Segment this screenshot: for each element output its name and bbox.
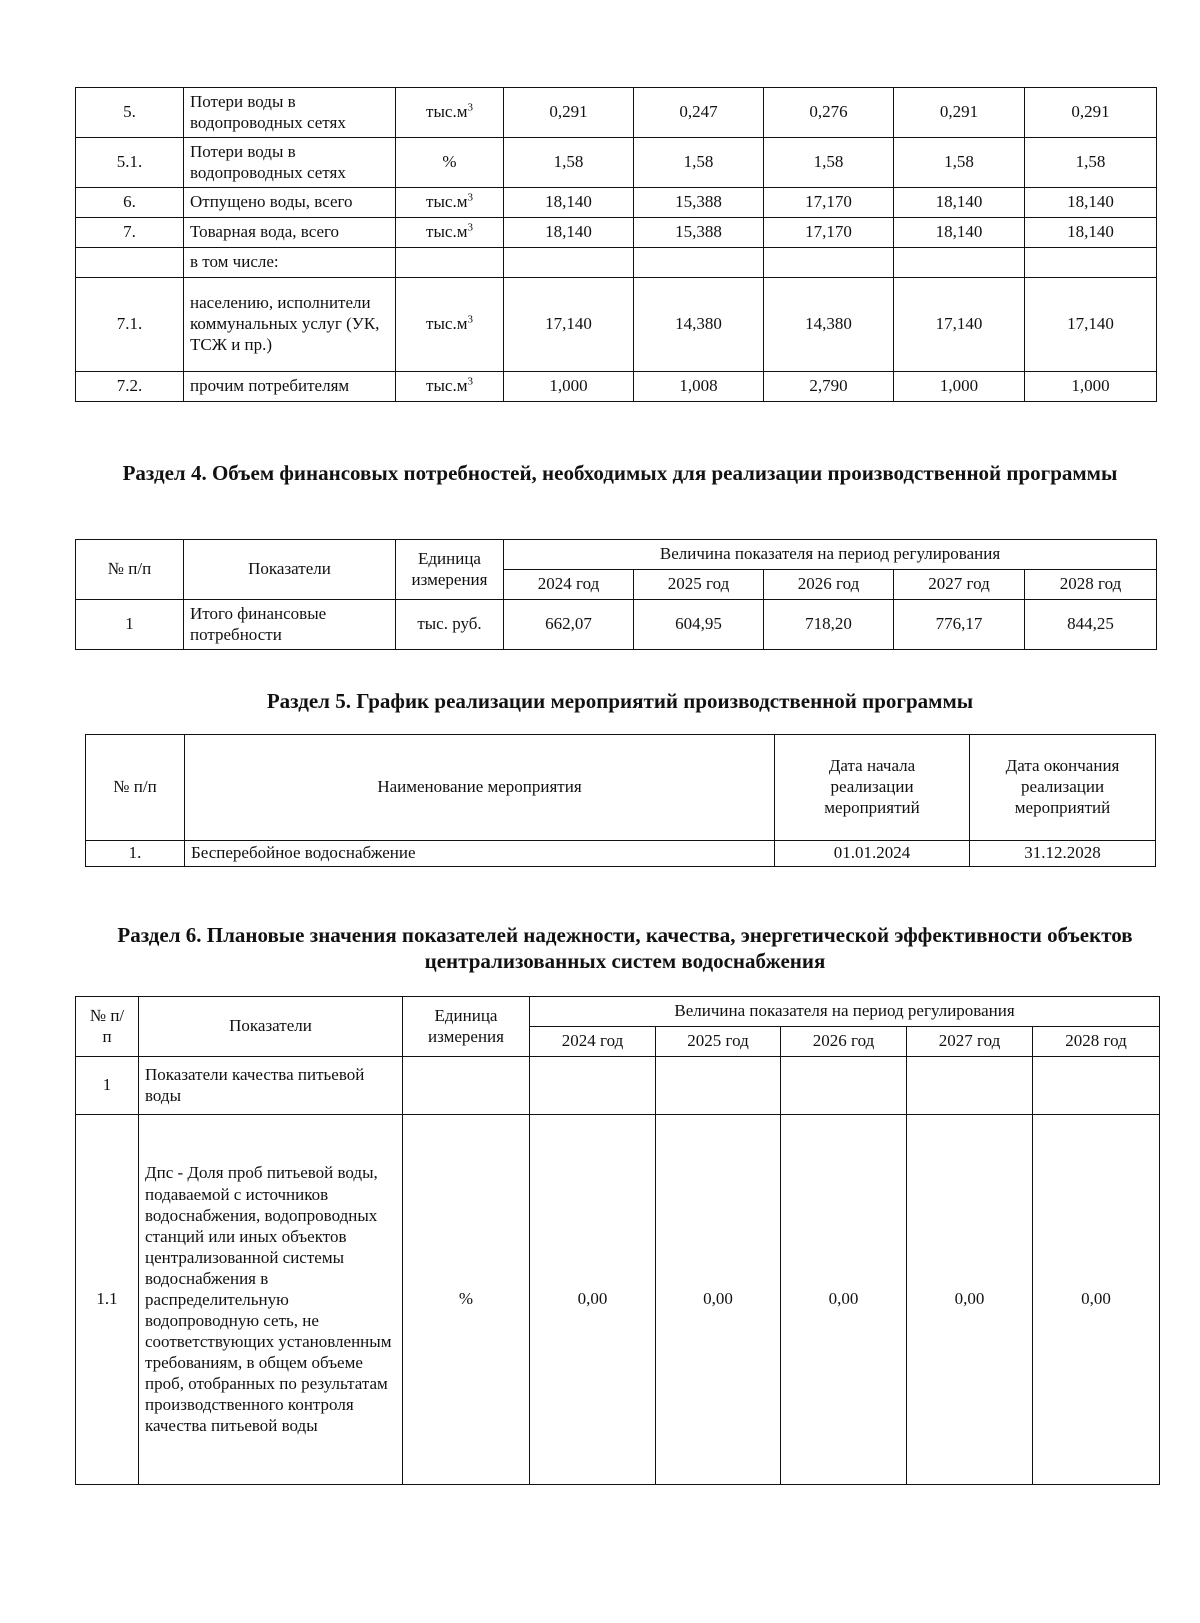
row-num: 6. — [76, 188, 184, 218]
value-cell: 1,58 — [1025, 138, 1157, 188]
row-unit: % — [403, 1115, 530, 1485]
value-cell: 17,170 — [764, 188, 894, 218]
year-header: 2024 год — [504, 570, 634, 600]
value-cell: 0,247 — [634, 88, 764, 138]
table-row — [76, 372, 1157, 402]
value-cell: 18,140 — [504, 188, 634, 218]
unit-text: тыс.м — [426, 376, 468, 396]
row-indicator: прочим потребителям — [184, 372, 396, 402]
value-cell: 18,140 — [1025, 188, 1157, 218]
value-cell: 0,276 — [764, 88, 894, 138]
value-cell: 17,140 — [504, 278, 634, 372]
value-cell — [634, 248, 764, 278]
year-header: 2025 год — [634, 570, 764, 600]
value-cell: 17,140 — [894, 278, 1025, 372]
unit-text: тыс.м — [426, 192, 468, 212]
row-indicator: Показатели качества питьевой воды — [139, 1057, 403, 1115]
value-cell — [530, 1057, 656, 1115]
value-cell: 0,00 — [656, 1115, 781, 1485]
row-indicator: Потери воды в водопроводных сетях — [184, 138, 396, 188]
value-cell — [1025, 248, 1157, 278]
value-cell: 2,790 — [764, 372, 894, 402]
value-cell: 1,58 — [894, 138, 1025, 188]
value-cell: 0,291 — [1025, 88, 1157, 138]
value-cell: 844,25 — [1025, 600, 1157, 650]
value-cell: 0,00 — [530, 1115, 656, 1485]
row-indicator: Отпущено воды, всего — [184, 188, 396, 218]
col-period-header: Величина показателя на период регулирования — [530, 997, 1160, 1027]
row-num: 5. — [76, 88, 184, 138]
year-header: 2027 год — [894, 570, 1025, 600]
row-num: 1 — [76, 1057, 139, 1115]
unit-exponent: 3 — [467, 191, 473, 204]
value-cell: 14,380 — [764, 278, 894, 372]
year-header: 2026 год — [781, 1027, 907, 1057]
row-indicator: населению, исполнители коммунальных услуг (УК, ТСЖ и пр.) — [184, 278, 396, 372]
row-num: 5.1. — [76, 138, 184, 188]
year-header: 2028 год — [1025, 570, 1157, 600]
value-cell — [764, 248, 894, 278]
value-cell: 0,291 — [504, 88, 634, 138]
row-unit — [396, 248, 504, 278]
row-num: 7.2. — [76, 372, 184, 402]
year-header: 2024 год — [530, 1027, 656, 1057]
value-cell: 662,07 — [504, 600, 634, 650]
value-cell: 14,380 — [634, 278, 764, 372]
value-cell: 0,00 — [907, 1115, 1033, 1485]
row-indicator: в том числе: — [184, 248, 396, 278]
financial-needs-table — [75, 539, 1157, 650]
year-header: 2026 год — [764, 570, 894, 600]
value-cell: 15,388 — [634, 218, 764, 248]
value-cell: 1,58 — [634, 138, 764, 188]
row-unit — [396, 372, 504, 402]
value-cell: 17,170 — [764, 218, 894, 248]
col-name-header: Наименование мероприятия — [185, 735, 775, 841]
row-unit — [396, 138, 504, 188]
value-cell: 18,140 — [894, 188, 1025, 218]
row-unit — [396, 188, 504, 218]
value-cell: 17,140 — [1025, 278, 1157, 372]
col-unit-header: Единица измерения — [396, 540, 504, 600]
row-unit — [396, 218, 504, 248]
row-num: 7. — [76, 218, 184, 248]
table-row — [76, 248, 1157, 278]
value-cell — [894, 248, 1025, 278]
value-cell: 18,140 — [1025, 218, 1157, 248]
row-indicator: Потери воды в водопроводных сетях — [184, 88, 396, 138]
row-unit: тыс. руб. — [396, 600, 504, 650]
col-start-header: Дата начала реализации мероприятий — [775, 735, 970, 841]
unit-text: тыс.м — [426, 314, 468, 334]
col-unit-header: Единица измерения — [403, 997, 530, 1057]
value-cell — [1033, 1057, 1160, 1115]
table-row — [76, 188, 1157, 218]
value-cell: 1,000 — [504, 372, 634, 402]
unit-exponent: 3 — [467, 375, 473, 388]
table-row — [76, 218, 1157, 248]
value-cell: 718,20 — [764, 600, 894, 650]
value-cell: 1,000 — [894, 372, 1025, 402]
value-cell — [504, 248, 634, 278]
row-indicator: Дпс - Доля проб питьевой воды, подаваемой с источников водоснабжения, водопроводных станций или иных объектов централизованной системы водоснабжения в распределительную водопроводную сеть, не соответствующих установленным требованиям, в общем объеме проб, отобранных по результатам производственного контроля качества питьевой воды — [139, 1115, 403, 1485]
unit-exponent: 3 — [467, 101, 473, 114]
value-cell: 18,140 — [504, 218, 634, 248]
water-balance-table — [75, 87, 1157, 402]
row-indicator: Итого финансовые потребности — [184, 600, 396, 650]
table-row — [76, 278, 1157, 372]
value-cell: 0,00 — [1033, 1115, 1160, 1485]
value-cell: 15,388 — [634, 188, 764, 218]
section-5-heading: Раздел 5. График реализации мероприятий производственной программы — [266, 689, 974, 713]
col-indicator-header: Показатели — [139, 997, 403, 1057]
water-balance-body — [76, 88, 1157, 402]
year-header: 2025 год — [656, 1027, 781, 1057]
section-4-heading: Раздел 4. Объем финансовых потребностей, необходимых для реализации производственной программы — [122, 461, 1118, 485]
row-num: 1.1 — [76, 1115, 139, 1485]
row-end-date: 31.12.2028 — [970, 841, 1156, 867]
col-num-header: № п/п — [76, 540, 184, 600]
value-cell: 776,17 — [894, 600, 1025, 650]
year-header: 2027 год — [907, 1027, 1033, 1057]
col-indicator-header: Показатели — [184, 540, 396, 600]
value-cell: 1,58 — [504, 138, 634, 188]
row-start-date: 01.01.2024 — [775, 841, 970, 867]
unit-text: тыс.м — [426, 102, 468, 122]
row-unit — [403, 1057, 530, 1115]
section-6-heading: Раздел 6. Плановые значения показателей надежности, качества, энергетической эффективности объектов централизованных систем водоснабжения — [117, 923, 1133, 974]
value-cell — [781, 1057, 907, 1115]
value-cell: 1,000 — [1025, 372, 1157, 402]
row-num: 1. — [86, 841, 185, 867]
table-row — [76, 88, 1157, 138]
unit-text: тыс.м — [426, 222, 468, 242]
value-cell: 604,95 — [634, 600, 764, 650]
reliability-table — [75, 996, 1160, 1485]
row-num: 7.1. — [76, 278, 184, 372]
col-period-header: Величина показателя на период регулирования — [504, 540, 1157, 570]
row-num — [76, 248, 184, 278]
col-num-header: № п/п — [76, 997, 139, 1057]
value-cell — [907, 1057, 1033, 1115]
table-row — [76, 138, 1157, 188]
value-cell: 0,291 — [894, 88, 1025, 138]
unit-exponent: 3 — [467, 221, 473, 234]
value-cell — [656, 1057, 781, 1115]
value-cell: 1,008 — [634, 372, 764, 402]
value-cell: 1,58 — [764, 138, 894, 188]
row-unit — [396, 88, 504, 138]
value-cell: 18,140 — [894, 218, 1025, 248]
unit-exponent: 3 — [467, 313, 473, 326]
col-num-header: № п/п — [86, 735, 185, 841]
year-header: 2028 год — [1033, 1027, 1160, 1057]
unit-text: % — [442, 152, 457, 172]
row-indicator: Товарная вода, всего — [184, 218, 396, 248]
row-num: 1 — [76, 600, 184, 650]
row-unit — [396, 278, 504, 372]
value-cell: 0,00 — [781, 1115, 907, 1485]
col-end-header: Дата окончания реализации мероприятий — [970, 735, 1156, 841]
schedule-table — [85, 734, 1156, 867]
row-name: Бесперебойное водоснабжение — [185, 841, 775, 867]
